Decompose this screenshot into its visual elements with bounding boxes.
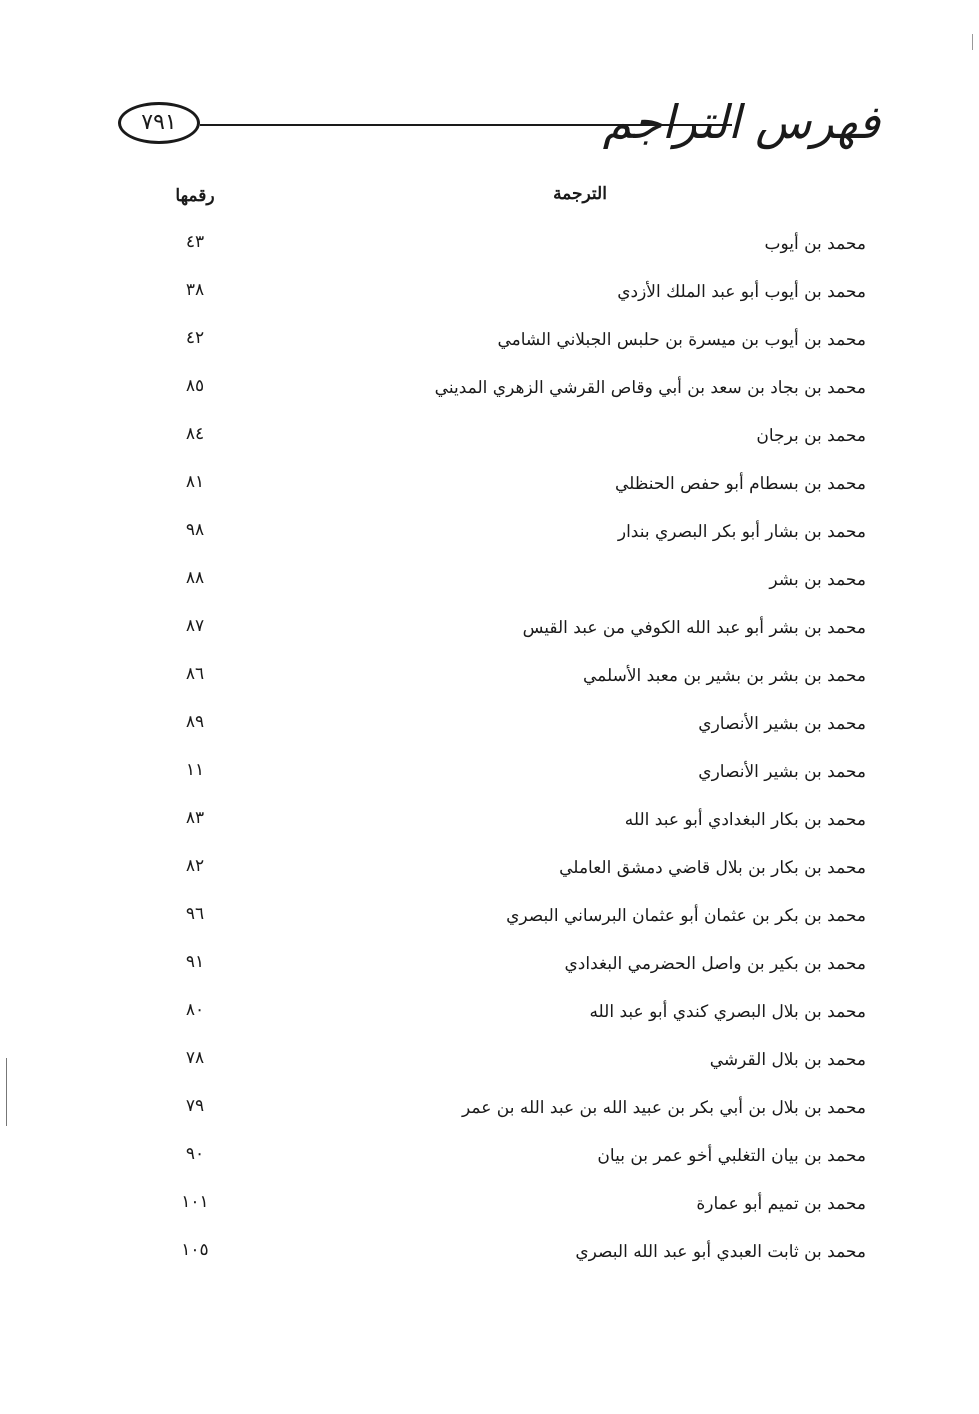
entry-name: محمد بن بكار بن بلال قاضي دمشق العاملي xyxy=(559,858,866,878)
page-header xyxy=(110,92,880,172)
entry-name: محمد بن برجان xyxy=(756,426,866,446)
list-item xyxy=(150,1184,866,1232)
entry-name: محمد بن بيان التغلبي أخو عمر بن بيان xyxy=(597,1146,866,1166)
entry-name: محمد بن بلال البصري كندي أبو عبد الله xyxy=(589,1002,866,1022)
entry-number: ٨٠ xyxy=(185,1000,205,1020)
entry-name: محمد بن بشير الأنصاري xyxy=(698,714,866,734)
corner-scan-mark xyxy=(972,34,973,50)
entry-number: ٨٢ xyxy=(185,856,205,876)
entries-list xyxy=(150,224,866,1280)
entry-name: محمد بن بكار البغدادي أبو عبد الله xyxy=(624,810,866,830)
entry-name: محمد بن بشير الأنصاري xyxy=(698,762,866,782)
entry-number: ١٠٥ xyxy=(181,1240,209,1260)
entry-number: ٣٨ xyxy=(185,280,205,300)
list-item xyxy=(150,800,866,848)
margin-scan-mark xyxy=(6,1058,7,1126)
entry-number: ٩٠ xyxy=(185,1144,205,1164)
entry-number: ٨١ xyxy=(185,472,205,492)
list-item xyxy=(150,848,866,896)
entry-name: محمد بن بشر أبو عبد الله الكوفي من عبد القيس xyxy=(522,618,866,638)
entry-name: محمد بن تميم أبو عمارة xyxy=(696,1194,866,1214)
header-rule xyxy=(200,124,732,126)
entry-name: محمد بن بلال بن أبي بكر بن عبيد الله بن عبد الله بن عمر xyxy=(462,1098,866,1118)
entry-name: محمد بن بسطام أبو حفص الحنظلي xyxy=(615,474,866,494)
entry-number: ٨٧ xyxy=(185,616,205,636)
list-item xyxy=(150,320,866,368)
entry-number: ٧٩ xyxy=(185,1096,205,1116)
list-item xyxy=(150,1088,866,1136)
list-item xyxy=(150,272,866,320)
entry-number: ٧٨ xyxy=(185,1048,205,1068)
entry-number: ١١ xyxy=(185,760,205,780)
entry-name: محمد بن أيوب xyxy=(764,234,866,254)
list-item xyxy=(150,896,866,944)
column-header-name: الترجمة xyxy=(553,184,607,204)
list-item xyxy=(150,656,866,704)
entry-number: ٩٦ xyxy=(185,904,205,924)
entry-name: محمد بن بشر بن بشير بن معبد الأسلمي xyxy=(582,666,866,686)
entry-name: محمد بن بلال القرشي xyxy=(709,1050,866,1070)
entry-name: محمد بن بشار أبو بكر البصري بندار xyxy=(617,522,866,542)
page-number-badge: ٧٩١ xyxy=(118,102,200,144)
entry-name: محمد بن أيوب بن ميسرة بن حلبس الجبلاني الشامي xyxy=(497,330,866,350)
entry-number: ٨٣ xyxy=(185,808,205,828)
entry-number: ٨٨ xyxy=(185,568,205,588)
list-item xyxy=(150,704,866,752)
entry-number: ٨٥ xyxy=(185,376,205,396)
list-item xyxy=(150,752,866,800)
entry-name: محمد بن بشر xyxy=(769,570,866,590)
entry-number: ٤٣ xyxy=(185,232,205,252)
entry-number: ٨٩ xyxy=(185,712,205,732)
list-item xyxy=(150,1040,866,1088)
list-item xyxy=(150,560,866,608)
list-item xyxy=(150,944,866,992)
list-item xyxy=(150,608,866,656)
entry-number: ٤٢ xyxy=(185,328,205,348)
list-item xyxy=(150,368,866,416)
entry-name: محمد بن بجاد بن سعد بن أبي وقاص القرشي الزهري المديني xyxy=(434,378,866,398)
entry-number: ٩١ xyxy=(185,952,205,972)
column-header-number: رقمها xyxy=(175,186,215,206)
list-item xyxy=(150,992,866,1040)
list-item xyxy=(150,416,866,464)
list-item xyxy=(150,512,866,560)
list-item xyxy=(150,1136,866,1184)
entry-name: محمد بن بكر بن عثمان أبو عثمان البرساني البصري xyxy=(506,906,866,926)
entry-number: ٨٤ xyxy=(185,424,205,444)
entry-name: محمد بن ثابت العبدي أبو عبد الله البصري xyxy=(575,1242,866,1262)
entry-name: محمد بن بكير بن واصل الحضرمي البغدادي xyxy=(564,954,866,974)
entry-number: ١٠١ xyxy=(181,1192,209,1212)
list-item xyxy=(150,224,866,272)
list-item xyxy=(150,1232,866,1280)
page-title: فهرس التراجم xyxy=(602,95,880,149)
list-item xyxy=(150,464,866,512)
entry-number: ٩٨ xyxy=(185,520,205,540)
entry-name: محمد بن أيوب أبو عبد الملك الأزدي xyxy=(617,282,866,302)
entry-number: ٨٦ xyxy=(185,664,205,684)
